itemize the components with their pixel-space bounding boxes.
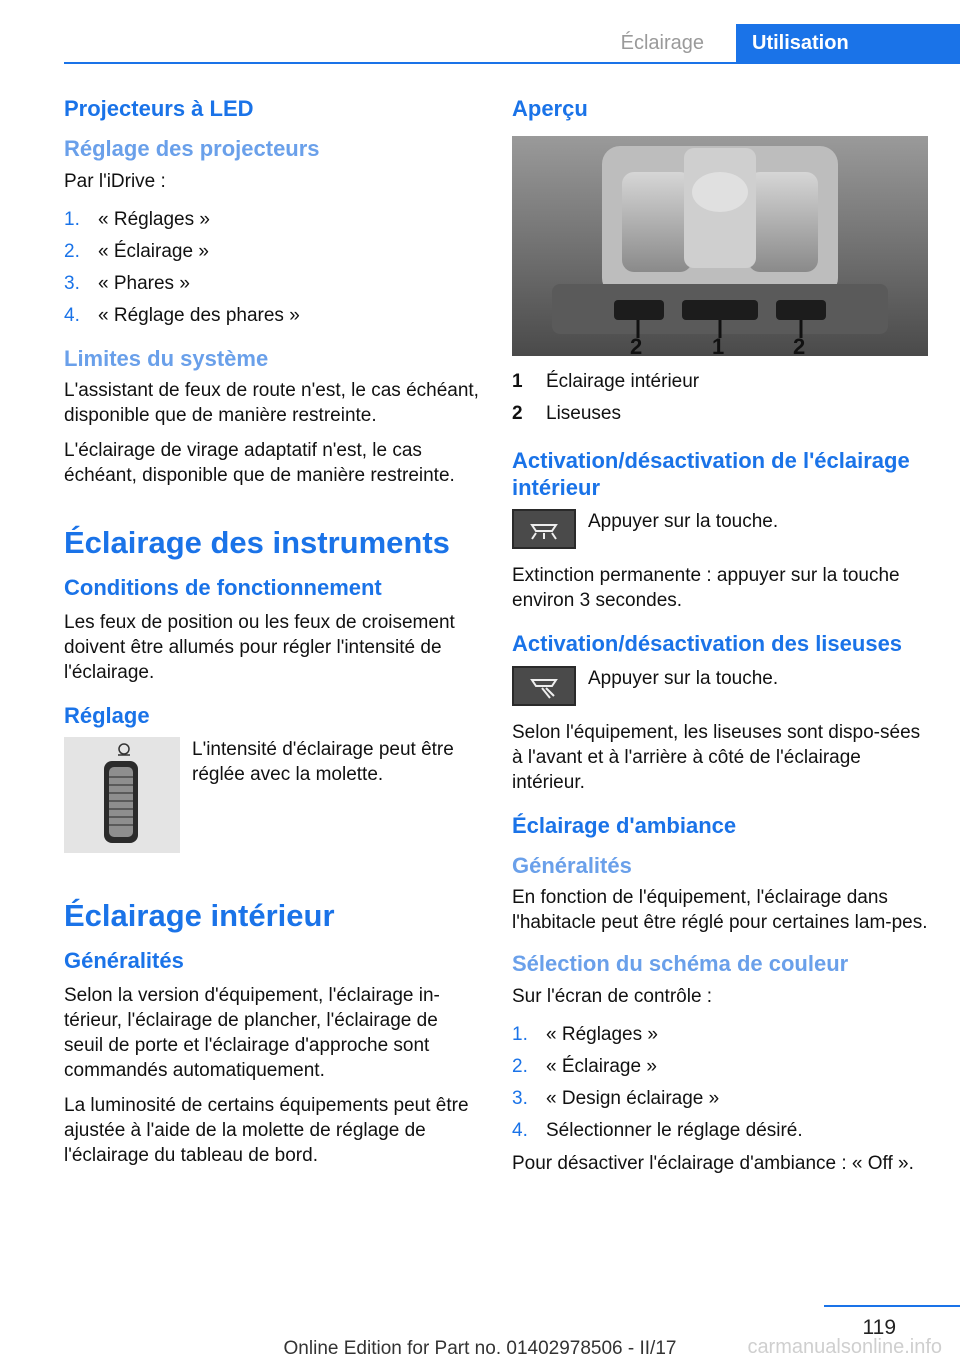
limites-paragraph-1: L'assistant de feux de route n'est, le cas échéant, disponible que de manière restreinte. (64, 380, 479, 427)
schema-couleur-steps (512, 1019, 928, 1147)
list-item: 2. « Éclairage » (64, 240, 209, 262)
thumbwheel-icon (64, 737, 180, 853)
ambiance-generalites-text: En fonction de l'équipement, l'éclairage dans l'habitacle peut être réglé pour certaines lam-pes. (512, 887, 928, 934)
watermark: carmanualsonline.info (747, 1336, 942, 1358)
overhead-console-photo (512, 136, 928, 356)
limites-paragraph-2: L'éclairage de virage adaptatif n'est, le cas échéant, disponible que de manière restreinte. (64, 440, 455, 487)
list-item: 1. « Réglages » (64, 208, 210, 230)
list-item: 2. « Éclairage » (512, 1055, 657, 1077)
activation-interieur-text: Appuyer sur la touche. (588, 511, 779, 533)
photo-label: 1 (712, 334, 725, 357)
activation-liseuses-title: Activation/désactivation des liseuses (512, 631, 903, 657)
thumbwheel-image (64, 737, 180, 853)
right-column (512, 96, 928, 1186)
generalites-paragraph-2: La luminosité de certains équipements peut être ajustée à l'aide de la molette de réglage de l'éclairage du tableau de bord. (64, 1094, 469, 1166)
reading-light-button-row (512, 666, 928, 706)
list-item: 1. « Réglages » (512, 1023, 658, 1045)
interieur-title: Éclairage intérieur (64, 898, 335, 934)
section-tab[interactable]: Éclairage (620, 32, 704, 54)
reglage-projecteurs-steps (64, 204, 480, 332)
led-title: Projecteurs à LED (64, 96, 254, 121)
list-item: 4. « Réglage des phares » (64, 304, 300, 326)
off-text: Pour désactiver l'éclairage d'ambiance : « Off ». (512, 1152, 914, 1174)
list-item: 3. « Phares » (64, 272, 190, 294)
reglage-projecteurs-title: Réglage des projecteurs (64, 136, 320, 162)
interior-light-button-icon (512, 509, 576, 549)
activation-liseuses-text: Appuyer sur la touche. (588, 667, 779, 689)
schema-couleur-title: Sélection du schéma de couleur (512, 951, 849, 977)
reading-light-button-icon (512, 666, 576, 706)
instruments-title: Éclairage des instruments (64, 525, 450, 561)
footer-divider (824, 1305, 960, 1307)
legend-item: 1 Éclairage intérieur (512, 371, 700, 393)
extinction-text: Extinction permanente : appuyer sur la touche environ 3 secondes. (512, 565, 900, 612)
limites-title: Limites du système (64, 345, 269, 371)
conditions-text: Les feux de position ou les feux de croisement doivent être allumés pour régler l'intensité de l'éclairage. (64, 611, 455, 683)
photo-label: 2 (630, 334, 643, 357)
reglage-title: Réglage (64, 702, 150, 728)
list-item: 4. Sélectionner le réglage désiré. (512, 1119, 803, 1141)
ambiance-generalites-title: Généralités (512, 852, 632, 878)
reglage-block (64, 737, 480, 853)
generalites-paragraph-1: Selon la version d'équipement, l'éclairage in-térieur, l'éclairage de plancher, l'éclairage de seuil de porte et l'éclairage d'approche sont commandés automatiquement. (64, 984, 440, 1081)
legend-item: 2 Liseuses (512, 403, 621, 425)
schema-couleur-intro: Sur l'écran de contrôle : (512, 985, 713, 1007)
left-column (64, 96, 480, 1178)
edition-footer: Online Edition for Part no. 01402978506 - II/17 (283, 1338, 677, 1359)
activation-interieur-title: Activation/désactivation de l'éclairage intérieur (512, 448, 910, 500)
list-item: 3. « Design éclairage » (512, 1087, 720, 1109)
overhead-console-image (512, 136, 928, 356)
interior-light-button-row (512, 509, 928, 549)
page-header (64, 24, 960, 64)
reglage-projecteurs-intro: Par l'iDrive : (64, 170, 166, 192)
photo-label: 2 (793, 334, 806, 357)
apercu-title: Aperçu (512, 96, 588, 121)
reglage-text: L'intensité d'éclairage peut être réglée avec la molette. (192, 739, 454, 786)
liseuses-equipement-text: Selon l'équipement, les liseuses sont dispo-sées à l'avant et à l'arrière à côté de l'éclairage intérieur. (512, 721, 921, 793)
photo-legend (512, 366, 928, 430)
page-number: 119 (862, 1316, 896, 1339)
generalites-title: Généralités (64, 948, 184, 974)
ambiance-title: Éclairage d'ambiance (512, 812, 737, 838)
conditions-title: Conditions de fonctionnement (64, 575, 382, 601)
chapter-tab[interactable]: Utilisation (736, 24, 960, 62)
